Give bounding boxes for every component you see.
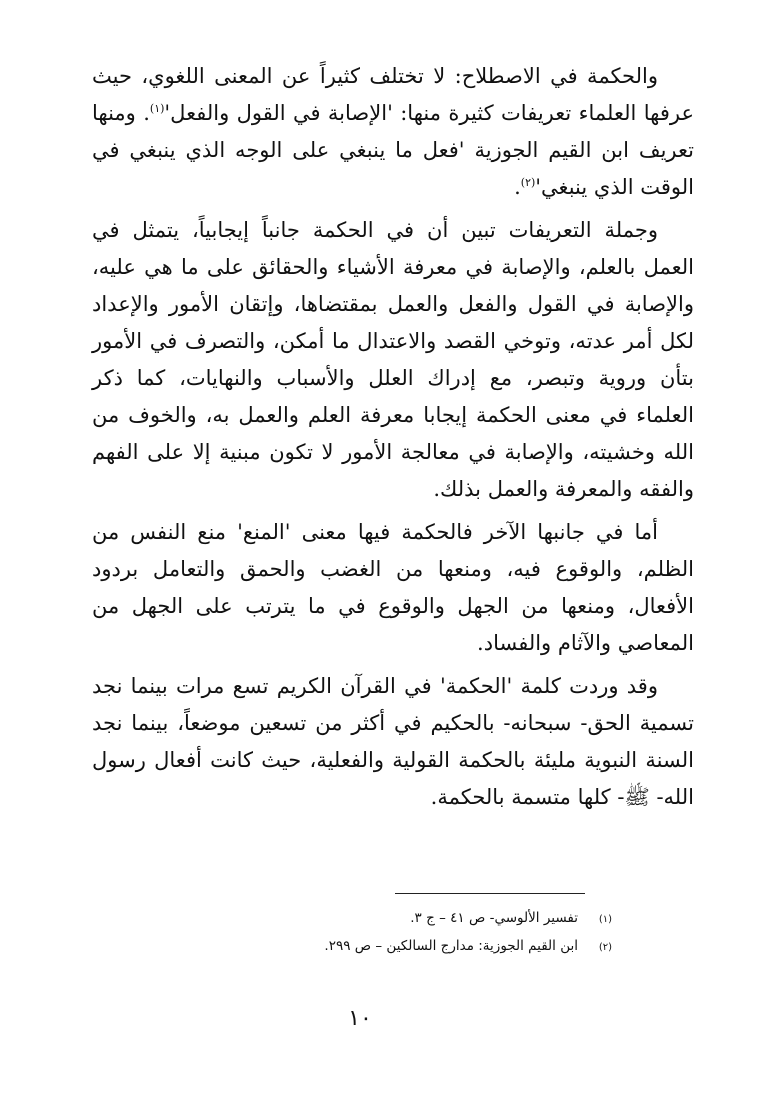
footnote-text: ابن القيم الجوزية: مدارج السالكين – ص ٢٩٩. (324, 938, 578, 954)
footnote-ref-2: (٢) (520, 176, 536, 189)
footnote-number: (١) (598, 914, 612, 925)
footnote-number: (٢) (598, 942, 612, 953)
footnote-item (250, 933, 612, 961)
paragraph-definition-end: . (514, 175, 521, 199)
paragraph-definition-text-2: . ومنها تعريف ابن القيم الجوزية 'فعل ما ينبغي على الوجه الذي ينبغي في الوقت الذي ينبغي' (92, 101, 694, 199)
paragraph-definition-text: والحكمة في الاصطلاح: لا تختلف كثيراً عن المعنى اللغوي، حيث عرفها العلماء تعريفات كثيرة منها: 'الإصابة في القول والفعل' (92, 64, 695, 125)
paragraph-definition (92, 58, 694, 206)
paragraph-quran-mentions: وقد وردت كلمة 'الحكمة' في القرآن الكريم تسع مرات بينما نجد تسمية الحق- سبحانه- بالحكيم في أكثر من تسعين موضعاً، بينما نجد السنة النبوية مليئة بالحكمة القولية والفعلية، حيث كانت أفعال رسول الله- ﷺ- كلها متسمة بالحكمة. (92, 674, 694, 809)
footnote-item (250, 905, 612, 933)
paragraph-positive-side: وجملة التعريفات تبين أن في الحكمة جانباً إيجابياً، يتمثل في العمل بالعلم، والإصابة في معرفة الأشياء والحقائق على ما هي عليه، والإصابة في القول والفعل والعمل بمقتضاها، وإتقان الأمور والإعداد لكل أمر عدته، وتوخي القصد والاعتدال ما أمكن، والتصرف في الأمور بتأن وروية وتبصر، مع إدراك العلل والأسباب والنهايات، كما ذكر العلماء في معنى الحكمة إيجابا معرفة العلم والعمل به، والخوف من الله وخشيته، والإصابة في معالجة الأمور لا تكون مبنية إلا على الفهم والفقه والمعرفة والعمل بذلك. (92, 218, 694, 501)
page-number: ١٠ (348, 1006, 372, 1031)
page-body (92, 58, 694, 822)
footnote-text: تفسير الألوسي- ص ٤١ – ج ٣. (410, 910, 578, 926)
footnote-divider (395, 893, 585, 894)
footnotes (250, 905, 612, 961)
paragraph-other-side: أما في جانبها الآخر فالحكمة فيها معنى 'المنع' منع النفس من الظلم، والوقوع فيه، ومنعها من الغضب والحمق والتعامل بردود الأفعال، ومنعها من الجهل والوقوع في ما يترتب على الجهل من المعاصي والآثام والفساد. (92, 520, 694, 655)
footnote-ref-1: (١) (149, 102, 165, 115)
